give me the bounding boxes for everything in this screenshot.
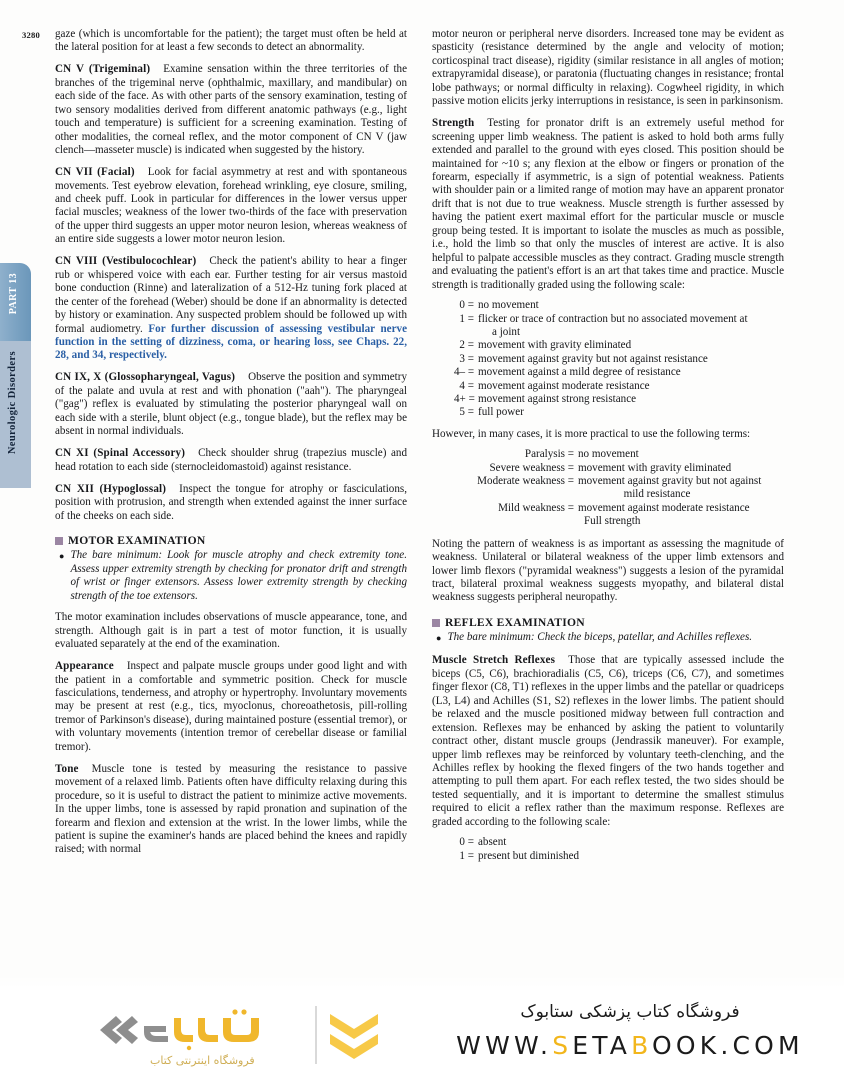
term-row [432, 462, 784, 475]
term-key: Mild weakness = [498, 501, 574, 514]
term-value: no movement [578, 448, 639, 461]
footer-logo-subtitle: فروشگاه اینترنتی کتاب [150, 1054, 255, 1067]
section-title-reflex: REFLEX EXAMINATION [445, 615, 585, 629]
paragraph-tone [55, 763, 407, 857]
runin-cn9-10: CN IX, X (Glossopharyngeal, Vagus) [55, 371, 236, 384]
body-tone: Muscle tone is tested by measuring the resistance to passive movement of a relaxed limb. Patients often have difficulty relaxing during this procedure, so it is useful to distract the patient to minimize active movements. In the upper limbs, tone is assessed by rapid pronation and supination of the forearm and flexion and extension at the wrist. In the lower limbs, while the patient is supine the examiner's hands are placed behind the knees and rapidly raised; with normal [55, 762, 407, 856]
url-part-www: WWW. [456, 1031, 553, 1060]
grade-key: 5 = [459, 406, 474, 419]
body-cn8: Check the patient's ability to hear a finger rub or whispered voice with each ear. Further testing for air versus mastoid bone conduction (Rinne) and lateralization of a 512-Hz tuning fork placed at the center of the forehead (Weber) should be done if an abnormality is detected by history or examination. Any suspected problem should be followed up with formal audiometry. [55, 255, 407, 335]
runin-cn7: CN VII (Facial) [55, 166, 135, 179]
footer-website-url[interactable] [430, 1031, 830, 1060]
grade-value: movement against strong resistance [478, 392, 637, 405]
paragraph-cn7 [55, 166, 407, 247]
cross-reference-link[interactable]: For further discussion of assessing vestibular nerve function in the setting of dizziness, coma, or hearing loss, see Chaps. 22, 28, and 34, respectively. [55, 322, 407, 362]
grade-row [454, 393, 784, 406]
grade-row [454, 850, 784, 863]
term-key: Paralysis = [524, 448, 574, 461]
watermark-footer [0, 992, 844, 1080]
paragraph-tone-continued: motor neuron or peripheral nerve disorders. Increased tone may be evident as spasticity (resistance determined by the angle and velocity of motion; corticospinal tract disease), rigidity (similar resistance in all angles of motion; extrapyramidal disease), or paratonia (fluctuating changes in resistance; frontal lobe pathways; or normal difficulty in relaxing). Cogwheel rigidity, in which passive motion elicits jerky interruptions in resistance, is seen in parkinsonism. [432, 28, 784, 108]
body-cn5: Examine sensation within the three territories of the branches of the trigeminal nerve (ophthalmic, maxillary, and mandibular) on each side of the face. As with other parts of the sensory examination, testing of two sensory modalities derived from different anatomic pathways (e.g., light touch and temperature) is sufficient for a screening examination. Testing of other modalities, the corneal reflex, and the motor component of CN V (jaw clench—masseter muscle) is indicated when suggested by the history. [55, 63, 407, 157]
grade-value-main: flicker or trace of contraction but no associated movement at [478, 312, 748, 325]
paragraph-muscle-stretch-reflexes [432, 654, 784, 829]
paragraph-cn9-10 [55, 371, 407, 438]
bullet-dot-icon: ● [436, 633, 442, 644]
grade-key: 0 = [459, 299, 474, 312]
runin-msr: Muscle Stretch Reflexes [432, 654, 556, 667]
grade-key: 4+ = [454, 392, 475, 405]
bare-minimum-text-motor: The bare minimum: Look for muscle atrophy and check extremity tone. Assess upper extremity strength by checking for pronator drift and strength of wrist or finger extensors. Assess lower extremity strength by checking strength of the toe extensors. [70, 549, 407, 602]
term-value [578, 475, 784, 502]
page-bottom-crop-fade [0, 975, 844, 992]
paragraph-weakness-pattern: Noting the pattern of weakness is as important as assessing the magnitude of weakness. Unilateral or bilateral weakness of the upper limb extensors and lower limb flexors ("pyramidal weakness") suggests a lesion of the pyramidal tract, bilateral proximal weakness suggests myopathy, and bilateral distal weakness suggests peripheral neuropathy. [432, 537, 784, 604]
grade-value: no movement [478, 299, 539, 312]
body-cn9-10: Observe the position and symmetry of the palate and uvula at rest and with phonation ("aah"). The pharyngeal ("gag") reflex is evaluated by stimulating the posterior pharyngeal wall on each side with a sterile, blunt object (e.g., tongue blade), but the reflex may be absent in normal individuals. [55, 371, 407, 438]
term-value-main: movement against gravity but not against [578, 475, 762, 488]
bare-minimum-text-reflex: The bare minimum: Check the biceps, patellar, and Achilles reflexes. [447, 631, 753, 644]
grade-row [454, 406, 784, 419]
grade-value: movement against a mild degree of resistance [478, 366, 681, 379]
part-tab-part-label: PART 13 [8, 273, 19, 315]
bare-minimum-bullet-motor [55, 549, 407, 603]
part-tab-section-label: Neurologic Disorders [7, 351, 18, 455]
paragraph-appearance [55, 660, 407, 754]
grade-key: 4 = [459, 379, 474, 392]
grade-key: 4– = [454, 366, 475, 379]
url-part-ookcom: OOK.COM [652, 1031, 804, 1060]
part-section-tab [0, 263, 31, 488]
page-number: 3280 [22, 30, 40, 40]
section-title-motor: MOTOR EXAMINATION [68, 533, 206, 547]
footer-logo-block [72, 998, 372, 1076]
grade-key: 2 = [459, 339, 474, 352]
grade-value: present but diminished [478, 849, 580, 862]
grade-row [454, 339, 784, 352]
grade-value [478, 313, 784, 340]
section-marker-square-icon [55, 537, 63, 545]
term-row [432, 475, 784, 502]
term-value-continuation: mild resistance [623, 488, 691, 501]
grade-row [454, 313, 784, 340]
term-row [432, 502, 784, 515]
paragraph-terms-intro: However, in many cases, it is more practical to use the following terms: [432, 427, 751, 440]
grade-row [454, 366, 784, 379]
section-heading-motor-examination [55, 534, 407, 547]
section-marker-square-icon [432, 619, 440, 627]
grade-key: 0 = [459, 836, 474, 849]
body-cn11: Check shoulder shrug (trapezius muscle) and head rotation to each side (sternocleidomastoid) against resistance. [55, 447, 407, 473]
runin-cn8: CN VIII (Vestibulocochlear) [55, 255, 197, 268]
grade-key: 1 = [459, 849, 474, 862]
reflex-grading-scale [432, 836, 784, 863]
url-part-eta: ETA [572, 1031, 632, 1060]
term-row [432, 448, 784, 461]
grade-value: movement against moderate resistance [478, 379, 650, 392]
paragraph-cn11 [55, 447, 407, 474]
grade-row [454, 836, 784, 849]
runin-cn12: CN XII (Hypoglossal) [55, 482, 167, 495]
left-column [55, 28, 407, 865]
term-value: movement against moderate resistance [578, 501, 750, 514]
right-column [432, 28, 784, 871]
paragraph-cn8 [55, 255, 407, 363]
runin-cn11: CN XI (Spinal Accessory) [55, 447, 186, 460]
paragraph-motor-intro: The motor examination includes observations of muscle appearance, tone, and strength. Although gait is in part a test of motor function, it is usually evaluated separately at the end of the examination. [55, 611, 407, 651]
paragraph-cn5 [55, 63, 407, 157]
paragraph-cn12 [55, 483, 407, 523]
grade-row [454, 380, 784, 393]
footer-site-block [430, 996, 830, 1076]
bare-minimum-bullet-reflex [432, 631, 784, 646]
section-heading-reflex-examination [432, 616, 784, 629]
body-appearance: Inspect and palpate muscle groups under good light and with the patient in a comfortable and symmetric position. Check for muscle fasciculations, tenderness, and atrophy or hypertrophy. Involuntary movements may be present at rest (e.g., tics, myoclonus, choreoathetosis, pill-rolling tremor of Parkinson's disease), during maintained posture (essential tremor), or with voluntary movements (intention tremor of cerebellar disease or familial tremor). [55, 660, 407, 753]
runin-cn5: CN V (Trigeminal) [55, 63, 151, 76]
grade-value: absent [478, 836, 507, 849]
footer-farsi-tagline: فروشگاه کتاب پزشکی ستابوک [520, 1002, 740, 1022]
muscle-strength-grading-scale [432, 299, 784, 420]
body-cn7: Look for facial asymmetry at rest and with spontaneous movements. Test eyebrow elevation, forehead wrinkling, eye closure, smiling, and cheek puff. Look in particular for differences in the lower versus upper facial muscles; weakness of the lower two-thirds of the face with preservation of the upper third suggests an upper motor neuron lesion, whereas weakness of an entire side suggests a lower motor neuron lesion. [55, 166, 407, 246]
grade-value-continuation: a joint [492, 325, 521, 338]
bullet-dot-icon: ● [59, 551, 65, 562]
runin-strength: Strength [432, 117, 475, 130]
grade-key: 3 = [459, 352, 474, 365]
body-msr: Those that are typically assessed include the biceps (C5, C6), brachioradialis (C5, C6), triceps (C6, C7), and sometimes finger flexor (C8, T1) reflexes in the upper limbs and the patellar or quadriceps (L3, L4) and Achilles (S1, S2) reflexes in the lower limbs. The patient should be relaxed and the muscle positioned midway between full contraction and extension. Reflexes may be enhanced by asking the patient to voluntarily contract other, distant muscle groups (Jendrassik maneuver). For example, upper limb reflexes may be reinforced by voluntary teeth-clenching, and the Achilles reflex by hooking the flexed fingers of the two hands together and attempting to pull them apart. For each reflex tested, the two sides should be tested sequentially, and it is important to determine the smallest stimulus required to elicit a reflex rather than the maximum response. Reflexes are graded according to the following scale: [432, 654, 785, 828]
term-full-strength: Full strength [584, 515, 641, 528]
runin-tone: Tone [55, 762, 79, 775]
runin-appearance: Appearance [55, 660, 114, 673]
footer-divider [315, 1006, 317, 1064]
practical-weakness-terms [432, 448, 784, 528]
term-key: Moderate weakness = [477, 475, 574, 488]
setabook-logo-wordmark-icon [82, 1004, 312, 1056]
term-value: movement with gravity eliminated [578, 461, 732, 474]
grade-row [454, 299, 784, 312]
body-strength: Testing for pronator drift is an extremely useful method for screening upper limb weakness. The patient is asked to hold both arms fully extended and parallel to the ground with eyes closed. This position should be maintained for ~10 s; any flexion at the elbow or fingers or pronation of the forearm, especially if asymmetric, is a sign of potential weakness. Patients with shoulder pain or a limited range of motion may have an apparent pronator drift that is not due to true weakness. Muscle strength is further assessed by having the patient exert maximal effort for the particular muscle or muscle group being tested. It is important to isolate the muscles as much as possible, i.e., hold the limb so that only the muscles of interest are active. It is also helpful to palpate accessible muscles as they contract. Grading muscle strength and evaluating the patient's effort is an art that takes time and practice. Muscle strength is traditionally graded using the following scale: [432, 117, 784, 291]
body-cn12: Inspect the tongue for atrophy or fasciculations, position with protrusion, and strength when extended against the inner surface of the cheeks on each side. [55, 482, 407, 522]
grade-value: movement with gravity eliminated [478, 339, 632, 352]
paragraph-strength [432, 117, 784, 292]
term-key: Severe weakness = [489, 461, 574, 474]
paragraph-continued: gaze (which is uncomfortable for the patient); the target must often be held at the lateral position for at least a few seconds to detect an abnormality. [55, 28, 407, 54]
grade-value: full power [478, 406, 524, 419]
grade-value: movement against gravity but not against resistance [478, 352, 708, 365]
grade-row [454, 353, 784, 366]
grade-key: 1 = [459, 312, 474, 325]
url-part-s: S [552, 1031, 573, 1060]
url-part-b: B [631, 1031, 653, 1060]
double-chevron-down-icon [328, 1010, 380, 1062]
